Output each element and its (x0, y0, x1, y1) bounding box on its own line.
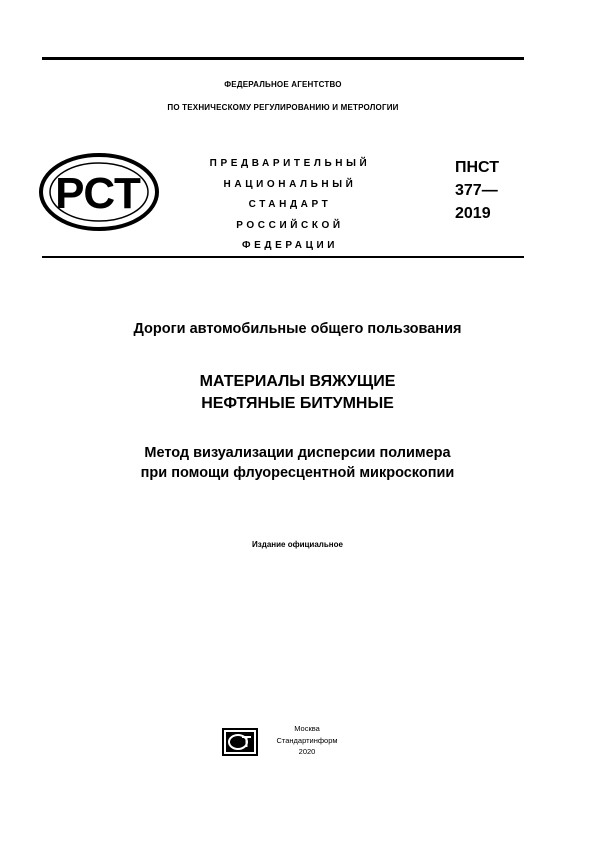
designation-number: 377— (455, 182, 498, 199)
publisher-year: 2020 (298, 747, 316, 756)
standard-type-block (180, 154, 400, 257)
standard-designation (455, 156, 499, 225)
publisher-info (262, 723, 352, 758)
bottom-rule (42, 256, 524, 258)
publisher-city: Москва (294, 724, 320, 733)
logo-letters: РСТ (55, 169, 141, 218)
top-rule (42, 57, 524, 60)
standard-type-line: НАЦИОНАЛЬНЫЙ (223, 178, 357, 190)
document-title-line-1: МАТЕРИАЛЫ ВЯЖУЩИЕ (199, 373, 396, 390)
document-method-line-1: Метод визуализации дисперсии полимера (144, 445, 451, 461)
document-method-line-2: при помощи флуоресцентной микроскопии (140, 465, 455, 481)
publisher-name: Стандартинформ (276, 735, 338, 745)
agency-name-line-2: ПО ТЕХНИЧЕСКОМУ РЕГУЛИРОВАНИЮ И МЕТРОЛОГИИ (167, 103, 399, 112)
standard-type-line: ПРЕДВАРИТЕЛЬНЫЙ (209, 158, 371, 169)
designation-code: ПНСТ (455, 159, 499, 176)
document-subject: Дороги автомобильные общего пользования (133, 321, 462, 337)
gost-r-logo-icon (38, 152, 160, 232)
standartinform-logo-icon (222, 728, 258, 756)
standard-type-line: СТАНДАРТ (248, 199, 332, 210)
standard-type-line: ФЕДЕРАЦИИ (241, 240, 339, 251)
edition-note: Издание официальное (252, 540, 343, 549)
standard-type-line: РОССИЙСКОЙ (236, 219, 344, 231)
document-title (0, 371, 595, 415)
designation-year: 2019 (455, 205, 491, 222)
document-method (0, 443, 595, 483)
document-title-line-2: НЕФТЯНЫЕ БИТУМНЫЕ (201, 395, 394, 412)
agency-name-line-1: ФЕДЕРАЛЬНОЕ АГЕНТСТВО (224, 80, 342, 89)
